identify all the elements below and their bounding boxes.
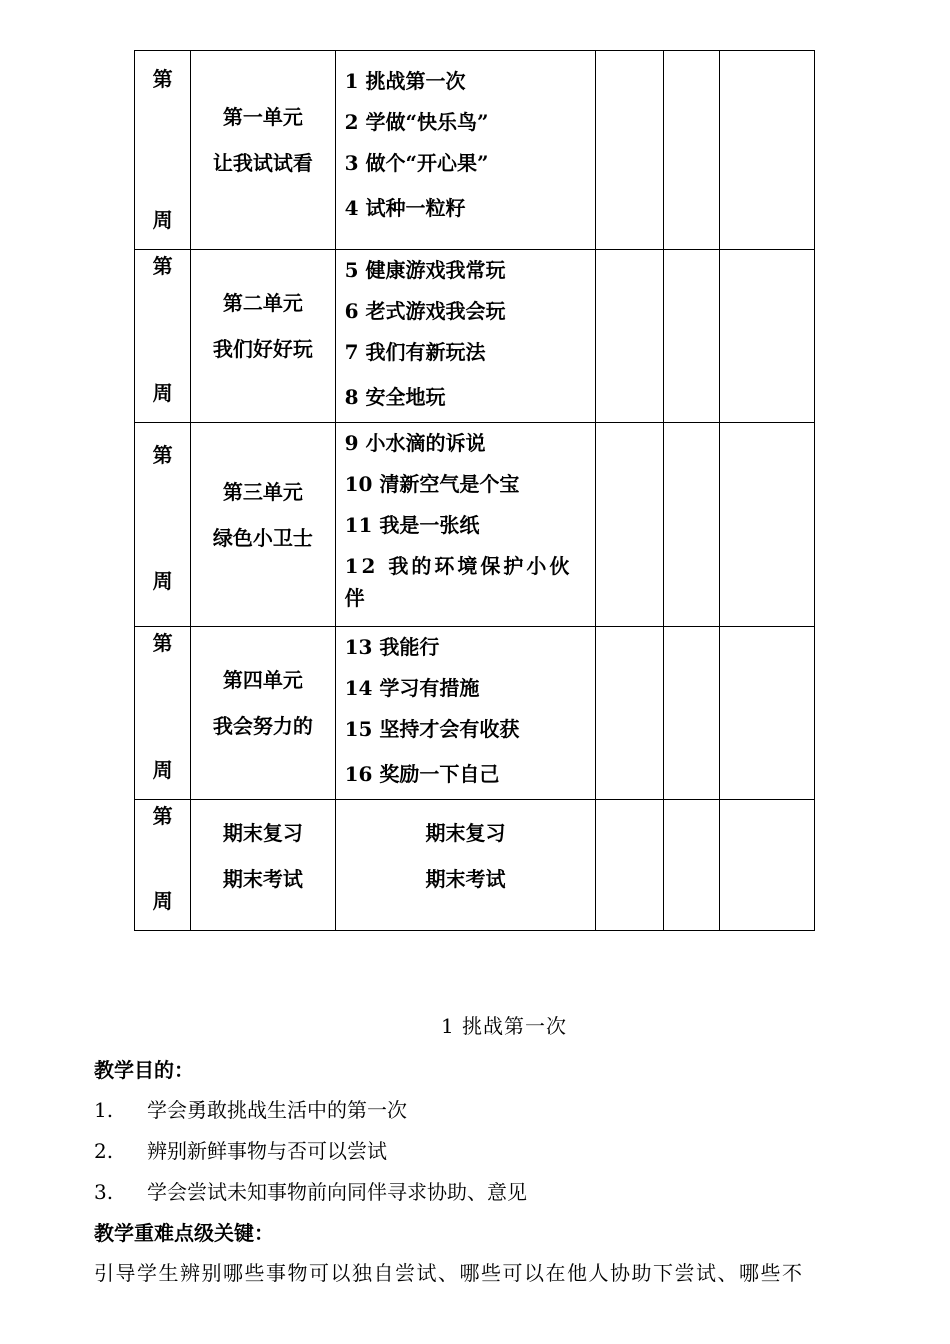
empty-cell [596, 250, 663, 423]
unit-title: 期末考试 [222, 867, 303, 891]
week-cell [135, 627, 191, 800]
unit-title: 绿色小卫士 [212, 526, 313, 550]
lesson-item: 2 学做“快乐鸟” [344, 110, 489, 134]
unit-number: 第一单元 [222, 105, 303, 129]
lesson-item: 16 奖励一下自己 [344, 762, 500, 786]
key-points-text: 引导学生辨别哪些事物可以独自尝试、哪些可以在他人协助下尝试、哪些不 [94, 1261, 804, 1285]
week-label-bottom: 周 [152, 889, 173, 913]
objective-number: 2. [94, 1139, 114, 1163]
week-label-top: 第 [152, 631, 173, 655]
week-cell [135, 250, 191, 423]
empty-cell [719, 627, 814, 800]
unit-number: 期末复习 [222, 821, 303, 845]
lessons-cell [335, 627, 596, 800]
lesson-item: 5 健康游戏我常玩 [344, 258, 506, 282]
week-label-top: 第 [152, 804, 173, 828]
empty-cell [596, 51, 663, 250]
unit-cell [191, 51, 335, 250]
unit-number: 第三单元 [222, 480, 303, 504]
week-label-top: 第 [152, 254, 173, 278]
lesson-item: 12 我的环境保护小伙伴 [344, 554, 573, 610]
lesson-item: 期末复习 [425, 821, 506, 845]
empty-cell [719, 250, 814, 423]
week-label-bottom: 周 [152, 208, 173, 232]
week-cell [135, 800, 191, 931]
lesson-item: 14 学习有措施 [344, 676, 480, 700]
week-cell [135, 423, 191, 627]
empty-cell [596, 423, 663, 627]
lesson-item: 7 我们有新玩法 [344, 340, 486, 364]
lesson-item: 11 我是一张纸 [344, 513, 480, 537]
unit-number: 第二单元 [222, 291, 303, 315]
unit-cell [191, 800, 335, 931]
week-label-bottom: 周 [152, 569, 173, 593]
table-row [135, 423, 815, 627]
lesson-item: 3 做个“开心果” [344, 151, 489, 175]
unit-number: 第四单元 [222, 668, 303, 692]
schedule-table [134, 50, 815, 931]
empty-cell [719, 51, 814, 250]
empty-cell [663, 800, 719, 931]
empty-cell [596, 800, 663, 931]
objective-item [94, 1131, 924, 1172]
lesson-title: 1 挑战第一次 [440, 1014, 568, 1038]
empty-cell [663, 627, 719, 800]
unit-title: 我们好好玩 [212, 337, 313, 361]
objective-text: 辨别新鲜事物与否可以尝试 [147, 1139, 387, 1163]
empty-cell [663, 51, 719, 250]
week-label-bottom: 周 [152, 758, 173, 782]
lessons-cell [335, 423, 596, 627]
table-row [135, 800, 815, 931]
objective-text: 学会勇敢挑战生活中的第一次 [147, 1098, 407, 1122]
lesson-item: 10 清新空气是个宝 [344, 472, 520, 496]
lesson-item: 13 我能行 [344, 635, 440, 659]
lessons-cell [335, 250, 596, 423]
table-row [135, 627, 815, 800]
empty-cell [719, 800, 814, 931]
unit-title: 让我试试看 [212, 151, 313, 175]
lesson-item: 期末考试 [425, 867, 506, 891]
week-label-top: 第 [152, 443, 173, 467]
objective-text: 学会尝试未知事物前向同伴寻求协助、意见 [147, 1180, 527, 1204]
objective-number: 3. [94, 1180, 114, 1204]
lessons-cell [335, 51, 596, 250]
week-label-bottom: 周 [152, 381, 173, 405]
empty-cell [663, 250, 719, 423]
lesson-plan [94, 1012, 924, 1293]
unit-cell [191, 627, 335, 800]
objective-item [94, 1172, 924, 1213]
lesson-item: 9 小水滴的诉说 [344, 431, 486, 455]
empty-cell [663, 423, 719, 627]
empty-cell [719, 423, 814, 627]
lesson-item: 15 坚持才会有收获 [344, 717, 520, 741]
key-points-heading: 教学重难点级关键： [94, 1221, 274, 1245]
unit-cell [191, 423, 335, 627]
lesson-item: 6 老式游戏我会玩 [344, 299, 506, 323]
unit-title: 我会努力的 [212, 714, 313, 738]
empty-cell [596, 627, 663, 800]
objective-item [94, 1090, 924, 1131]
table-row [135, 51, 815, 250]
week-label-top: 第 [152, 67, 173, 91]
objective-number: 1. [94, 1098, 114, 1122]
lesson-item: 8 安全地玩 [344, 385, 446, 409]
lessons-cell [335, 800, 596, 931]
lesson-item: 1 挑战第一次 [344, 69, 466, 93]
lesson-item: 4 试种一粒籽 [344, 196, 466, 220]
table-row [135, 250, 815, 423]
week-cell [135, 51, 191, 250]
objectives-heading: 教学目的： [94, 1058, 194, 1082]
unit-cell [191, 250, 335, 423]
